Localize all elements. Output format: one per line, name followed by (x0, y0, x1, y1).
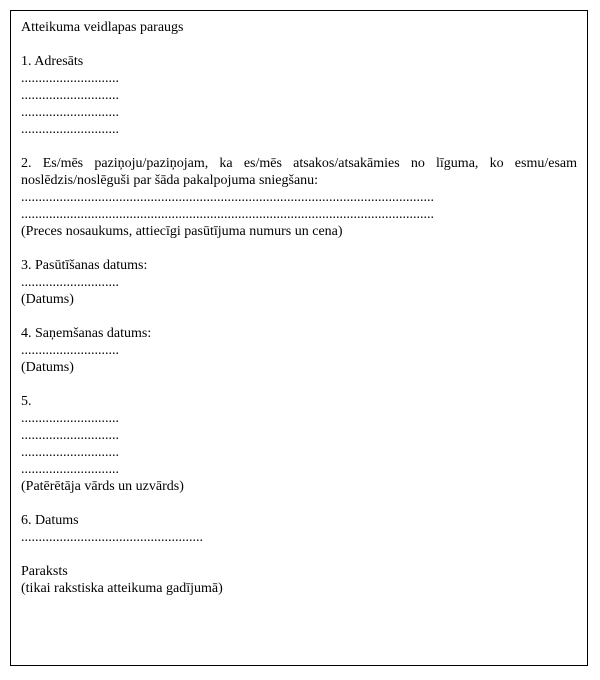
addressee-dots-line: ............................ (21, 105, 119, 120)
goods-caption: (Preces nosaukums, attiecīgi pasūtījuma numurs un cena) (21, 224, 343, 239)
consumer-dots-line: ............................ (21, 445, 119, 460)
withdrawal-statement-line1: 2. Es/mēs paziņoju/paziņojam, ka es/mēs atsakos/atsakāmies no līguma, ko esmu/esam (21, 156, 577, 171)
addressee-heading: 1. Adresāts (21, 54, 84, 69)
goods-dots-line: ...................................................................................................................... (21, 207, 434, 222)
form-frame (10, 10, 588, 666)
form-title: Atteikuma veidlapas paraugs (21, 20, 184, 35)
receipt-date-heading: 4. Saņemšanas datums: (21, 326, 152, 341)
addressee-dots-line: ............................ (21, 71, 119, 86)
consumer-dots-line: ............................ (21, 411, 119, 426)
receipt-date-caption: (Datums) (21, 360, 74, 375)
order-date-caption: (Datums) (21, 292, 74, 307)
consumer-dots-line: ............................ (21, 428, 119, 443)
consumer-dots-line: ............................ (21, 462, 119, 477)
addressee-dots-line: ............................ (21, 122, 119, 137)
order-date-heading: 3. Pasūtīšanas datums: (21, 258, 148, 273)
signature-label: Paraksts (21, 564, 68, 579)
order-date-dots: ............................ (21, 275, 119, 290)
addressee-dots-line: ............................ (21, 88, 119, 103)
signature-caption: (tikai rakstiska atteikuma gadījumā) (21, 581, 223, 596)
goods-dots-line: ...................................................................................................................... (21, 190, 434, 205)
withdrawal-statement-line2: noslēdzis/noslēguši par šāda pakalpojuma sniegšanu: (21, 173, 319, 188)
date-dots: .................................................... (21, 530, 203, 545)
form-content (21, 19, 577, 597)
consumer-caption: (Patērētāja vārds un uzvārds) (21, 479, 184, 494)
consumer-heading: 5. (21, 394, 32, 409)
date-heading: 6. Datums (21, 513, 79, 528)
receipt-date-dots: ............................ (21, 343, 119, 358)
